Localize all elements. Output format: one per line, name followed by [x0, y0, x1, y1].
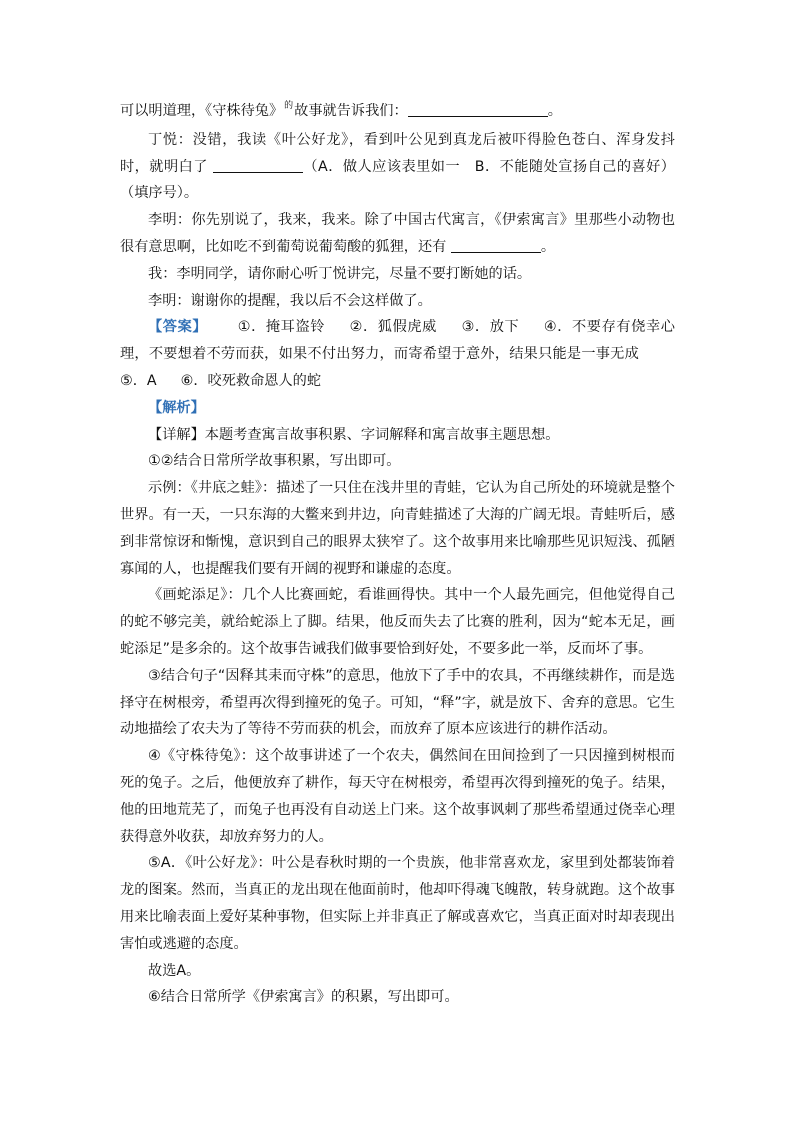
analysis-paragraph-2: ①②结合日常所学故事积累，写出即可。: [148, 453, 401, 470]
text-span: 丁悦：没错，我读《叶公好龙》，看到叶公见到真龙后被吓得脸色苍白、浑身发抖时，就明白了: [120, 131, 675, 175]
answer-label: 【答案】: [148, 319, 208, 336]
superscript-note: 的: [284, 101, 294, 111]
answer-blank-2[interactable]: [213, 156, 303, 173]
text-span: （A．做人应该表里如一 B．不能随处宣扬自己的喜好）（填序号）。: [120, 158, 675, 202]
analysis-paragraph-9: ⑥结合日常所学《伊索寓言》的积累，写出即可。: [148, 989, 459, 1006]
text-span: 故事就告诉我们：: [294, 103, 408, 119]
analysis-block: [120, 395, 675, 422]
dialogue-line-5: 李明：谢谢你的提醒，我以后不会这样做了。: [148, 292, 432, 309]
answer-item-5: ⑤．A: [120, 372, 157, 389]
text-span: 李明：你先别说了，我来，我来。除了中国古代寓言，《伊索寓言》里那些小动物也很有意思啊，比如吃不到葡萄说葡萄酸的狐狸，还有: [120, 212, 675, 255]
dialogue-line-3: [120, 207, 675, 261]
text-span: 。: [540, 238, 556, 255]
answer-item-3: ③．放下: [460, 319, 520, 336]
text-span: 可以明道理，《守株待兔》: [120, 103, 284, 119]
answer-block: [120, 314, 675, 394]
answer-item-2: ②．狐假虎威: [349, 319, 437, 336]
answer-item-6: ⑥．咬死救命恩人的蛇: [180, 372, 322, 389]
analysis-paragraph-8: 故选A。: [148, 962, 201, 979]
answer-blank-3[interactable]: [451, 236, 541, 253]
analysis-paragraph-3: 示例：《井底之蛙》：描述了一只住在浅井里的青蛙，它认为自己所处的环境就是整个世界。有一天，一只东海的大鳖来到井边，向青蛙描述了大海的广阔无垠。青蛙听后，感到非常惊讶和惭愧，意识到自己的眼界太狭窄了。这个故事用来比喻那些见识短浅、孤陋寡闻的人，也提醒我们要有开阔的视野和谦虚的态度。: [120, 480, 675, 577]
answer-item-1: ①．掩耳盗铃: [237, 319, 326, 336]
analysis-label: 【解析】: [148, 399, 205, 416]
analysis-paragraph-4: 《画蛇添足》：几个人比赛画蛇，看谁画得快。其中一个人最先画完，但他觉得自己的蛇不够完美，就给蛇添上了脚。结果，他反而失去了比赛的胜利，因为“蛇本无足，画蛇添足”是多余的。这个故事告诫我们做事要恰到好处，不要多此一举，反而坏了事。: [120, 587, 675, 657]
answer-blank-1[interactable]: [408, 100, 548, 117]
text-span: 。: [547, 103, 562, 119]
answer-item-4: ④．不要存有侥幸心理，不要想着不劳而获，如果不付出努力，而寄希望于意外，结果只能是一事无成: [120, 319, 675, 363]
dialogue-line-4: 我：李明同学，请你耐心听丁悦讲完，尽量不要打断她的话。: [148, 265, 532, 282]
document-page: [120, 98, 675, 1011]
dialogue-line-1: [120, 98, 675, 127]
analysis-paragraph-5: ③结合句子“因释其耒而守株”的意思，他放下了手中的农具，不再继续耕作，而是选择守在树根旁，希望再次得到撞死的兔子。可知，“释”字，就是放下、舍弃的意思。它生动地描绘了农夫为了等待不劳而获的机会，而放弃了原本应该进行的耕作活动。: [120, 667, 675, 738]
analysis-paragraph-6: ④《守株待兔》：这个故事讲述了一个农夫，偶然间在田间捡到了一只因撞到树根而死的兔子。之后，他便放弃了耕作，每天守在树根旁，希望再次得到撞死的兔子。结果，他的田地荒芜了，而兔子也再没有自动送上门来。这个故事讽刺了那些希望通过侥幸心理获得意外收获，却放弃努力的人。: [120, 748, 675, 845]
analysis-paragraph-7: ⑤A．《叶公好龙》：叶公是春秋时期的一个贵族，他非常喜欢龙，家里到处都装饰着龙的图案。然而，当真正的龙出现在他面前时，他却吓得魂飞魄散，转身就跑。这个故事用来比喻表面上爱好某种事物，但实际上并非真正了解或喜欢它，当真正面对时却表现出害怕或逃避的态度。: [120, 855, 675, 952]
analysis-paragraph-1: 【详解】本题考查寓言故事积累、字词解释和寓言故事主题思想。: [148, 426, 560, 443]
dialogue-line-2: [120, 127, 675, 207]
